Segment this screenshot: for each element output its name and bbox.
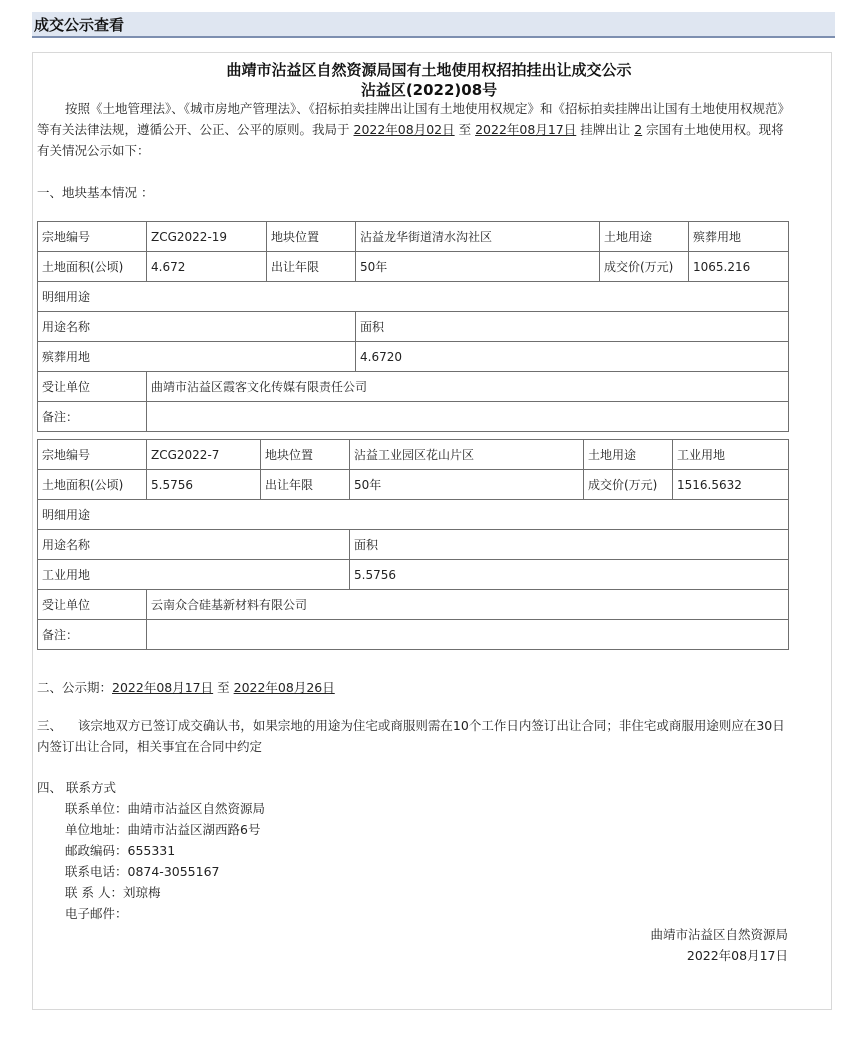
table-row bbox=[38, 282, 789, 312]
grantee-value: 云南众合硅基新材料有限公司 bbox=[147, 590, 789, 620]
table-row bbox=[38, 590, 789, 620]
intro-text-1: 按照《土地管理法》、《城市房地产管理法》、《招标拍卖挂牌出让国有土地使用权规定》和《招标拍卖挂牌出让国有土地使用权规范》等有关法律法规，遵循公开、公正、公平的原则。我局于 bbox=[37, 101, 784, 137]
table-row bbox=[38, 252, 789, 282]
parcel-no-value: ZCG2022-7 bbox=[147, 440, 261, 470]
contact-address: 单位地址：曲靖市沾益区湖西路6号 bbox=[65, 822, 261, 837]
table-row bbox=[38, 620, 789, 650]
parcel-no-value: ZCG2022-19 bbox=[147, 222, 267, 252]
price-value: 1065.216 bbox=[689, 252, 789, 282]
label-use-name: 用途名称 bbox=[38, 312, 356, 342]
signature-date: 2022年08月17日 bbox=[686, 948, 788, 963]
label-price: 成交价(万元) bbox=[584, 470, 673, 500]
label-area: 土地面积(公顷) bbox=[38, 470, 147, 500]
label-use-name: 用途名称 bbox=[38, 530, 350, 560]
document-number: 沾益区(2022)08号 bbox=[360, 81, 498, 99]
label-remark: 备注： bbox=[38, 402, 147, 432]
intro-paragraph bbox=[37, 98, 789, 161]
detail-area-value: 5.5756 bbox=[350, 560, 789, 590]
section-1-title: 一、地块基本情况 ： bbox=[37, 185, 154, 200]
listing-end-date: 2022年08月17日 bbox=[475, 122, 577, 137]
location-value: 沾益龙华街道清水沟社区 bbox=[356, 222, 600, 252]
label-term: 出让年限 bbox=[267, 252, 356, 282]
section-3-text: 该宗地双方已签订成交确认书，如果宗地的用途为住宅或商服则需在10个工作日内签订出让合同；非住宅或商服用途则应在30日内签订出让合同，相关事宜在合同中约定 bbox=[37, 718, 785, 754]
label-detail-use: 明细用途 bbox=[38, 500, 789, 530]
label-area: 土地面积(公顷) bbox=[38, 252, 147, 282]
page-header-bar bbox=[32, 12, 835, 38]
parcel-table bbox=[37, 439, 789, 650]
term-value: 50年 bbox=[356, 252, 600, 282]
listing-start-date: 2022年08月02日 bbox=[353, 122, 455, 137]
remark-value bbox=[147, 402, 789, 432]
table-row bbox=[38, 500, 789, 530]
contact-email: 电子邮件： bbox=[65, 906, 128, 921]
table-row bbox=[38, 470, 789, 500]
table-row bbox=[38, 560, 789, 590]
detail-area-value: 4.6720 bbox=[356, 342, 789, 372]
label-price: 成交价(万元) bbox=[600, 252, 689, 282]
parcel-table bbox=[37, 221, 789, 432]
contact-phone: 联系电话：0874-3055167 bbox=[65, 864, 220, 879]
table-row bbox=[38, 342, 789, 372]
label-area-short: 面积 bbox=[356, 312, 789, 342]
label-grantee: 受让单位 bbox=[38, 590, 147, 620]
label-term: 出让年限 bbox=[261, 470, 350, 500]
area-value: 5.5756 bbox=[147, 470, 261, 500]
label-location: 地块位置 bbox=[267, 222, 356, 252]
signature-org: 曲靖市沾益区自然资源局 bbox=[650, 927, 788, 942]
intro-text-3: 宗国有土地使用权。现将有关情况公示如下： bbox=[37, 122, 784, 158]
intro-text-2: 挂牌出让 bbox=[580, 122, 631, 137]
table-row bbox=[38, 402, 789, 432]
section-3 bbox=[37, 715, 789, 757]
location-value: 沾益工业园区花山片区 bbox=[350, 440, 584, 470]
table-row bbox=[38, 312, 789, 342]
section-2-to: 至 bbox=[217, 680, 230, 695]
label-land-use: 土地用途 bbox=[584, 440, 673, 470]
contact-person: 联 系 人：刘琼梅 bbox=[65, 885, 161, 900]
label-location: 地块位置 bbox=[261, 440, 350, 470]
term-value: 50年 bbox=[350, 470, 584, 500]
label-area-short: 面积 bbox=[350, 530, 789, 560]
document-title: 曲靖市沾益区自然资源局国有土地使用权招拍挂出让成交公示 bbox=[226, 61, 632, 79]
contact-postcode: 邮政编码：655331 bbox=[65, 843, 176, 858]
grantee-value: 曲靖市沾益区霞客文化传媒有限责任公司 bbox=[147, 372, 789, 402]
section-2 bbox=[37, 678, 335, 696]
land-use-value: 殡葬用地 bbox=[689, 222, 789, 252]
area-value: 4.672 bbox=[147, 252, 267, 282]
notice-start-date: 2022年08月17日 bbox=[112, 680, 214, 695]
detail-use-name-value: 殡葬用地 bbox=[38, 342, 356, 372]
intro-to: 至 bbox=[458, 122, 472, 137]
label-remark: 备注： bbox=[38, 620, 147, 650]
label-grantee: 受让单位 bbox=[38, 372, 147, 402]
label-parcel-no: 宗地编号 bbox=[38, 440, 147, 470]
notice-end-date: 2022年08月26日 bbox=[233, 680, 335, 695]
parcel-count: 2 bbox=[634, 122, 643, 137]
price-value: 1516.5632 bbox=[673, 470, 789, 500]
land-use-value: 工业用地 bbox=[673, 440, 789, 470]
section-4-title: 四、 联系方式 bbox=[37, 780, 116, 795]
label-parcel-no: 宗地编号 bbox=[38, 222, 147, 252]
label-land-use: 土地用途 bbox=[600, 222, 689, 252]
table-row bbox=[38, 530, 789, 560]
label-detail-use: 明细用途 bbox=[38, 282, 789, 312]
table-row bbox=[38, 372, 789, 402]
detail-use-name-value: 工业用地 bbox=[38, 560, 350, 590]
page-header-title: 成交公示查看 bbox=[34, 16, 125, 34]
contact-unit: 联系单位：曲靖市沾益区自然资源局 bbox=[65, 801, 266, 816]
table-row bbox=[38, 222, 789, 252]
remark-value bbox=[147, 620, 789, 650]
section-3-label: 三、 bbox=[37, 718, 63, 733]
section-2-label: 二、公示期： bbox=[37, 680, 113, 695]
table-row bbox=[38, 440, 789, 470]
